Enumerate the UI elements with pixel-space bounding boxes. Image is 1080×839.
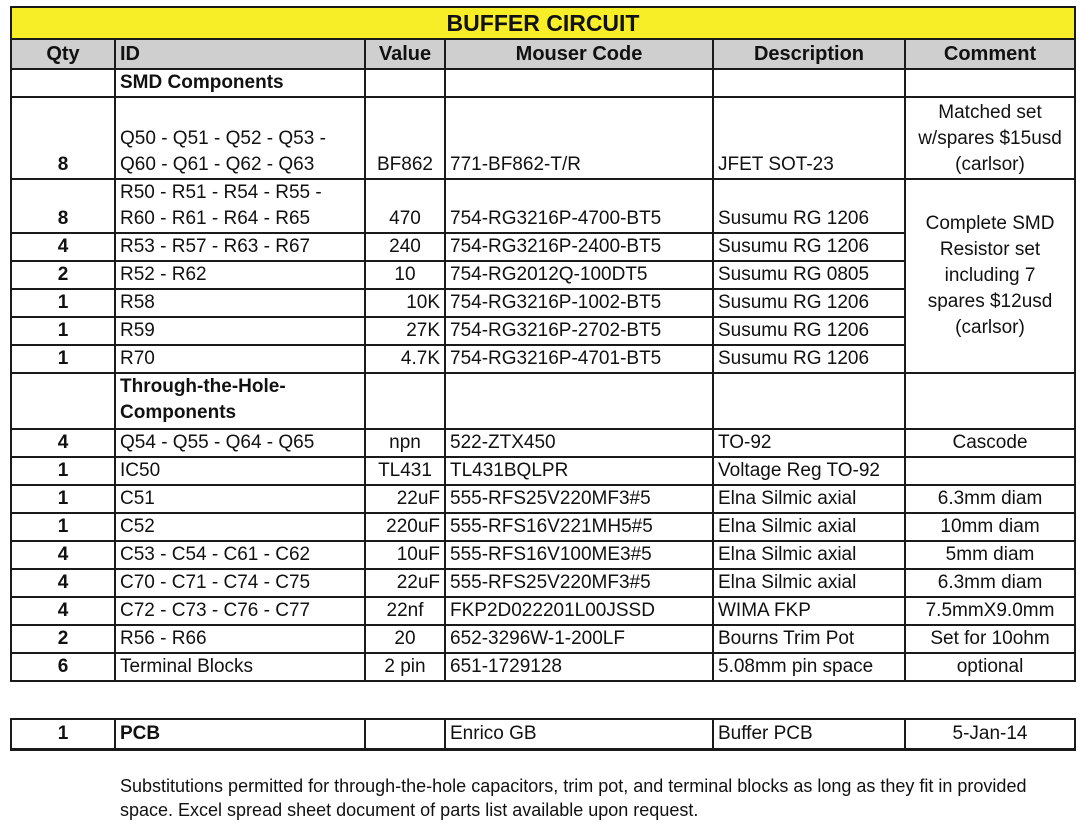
qty-cell: 4 <box>11 541 115 569</box>
description-cell: Voltage Reg TO-92 <box>713 457 905 485</box>
description-cell: Elna Silmic axial <box>713 485 905 513</box>
header-mouser: Mouser Code <box>445 39 713 69</box>
comment-cell: 10mm diam <box>905 513 1075 541</box>
mouser-cell: 754-RG3216P-2702-BT5 <box>445 317 713 345</box>
comment-cell: Cascode <box>905 429 1075 457</box>
section-row-smd <box>11 69 1075 97</box>
id-cell <box>115 179 365 233</box>
bom-table <box>10 6 1076 682</box>
id-cell: PCB <box>115 719 365 750</box>
value-cell: 22uF <box>365 569 445 597</box>
comment-line: spares $12usd <box>927 291 1053 312</box>
description-cell: Susumu RG 1206 <box>713 179 905 233</box>
section-line: Components <box>120 402 237 423</box>
qty-cell: 4 <box>11 429 115 457</box>
id-cell: R56 - R66 <box>115 625 365 653</box>
id-cell: C72 - C73 - C76 - C77 <box>115 597 365 625</box>
table-row <box>11 485 1075 513</box>
mouser-cell: 771-BF862-T/R <box>445 97 713 179</box>
description-cell: 5.08mm pin space <box>713 653 905 681</box>
section-line: Through-the-Hole- <box>120 376 286 397</box>
qty-cell: 1 <box>11 317 115 345</box>
id-cell: C52 <box>115 513 365 541</box>
mouser-cell: 754-RG3216P-4701-BT5 <box>445 345 713 373</box>
comment-cell: 6.3mm diam <box>905 485 1075 513</box>
description-cell: Bourns Trim Pot <box>713 625 905 653</box>
mouser-cell: TL431BQLPR <box>445 457 713 485</box>
comment-line: Matched set <box>938 102 1042 123</box>
qty-cell: 2 <box>11 261 115 289</box>
id-line: Q60 - Q61 - Q62 - Q63 <box>120 154 315 175</box>
value-cell: 10K <box>365 289 445 317</box>
qty-cell: 2 <box>11 625 115 653</box>
table-row <box>11 429 1075 457</box>
qty-cell: 8 <box>11 179 115 233</box>
id-cell: Q54 - Q55 - Q64 - Q65 <box>115 429 365 457</box>
table-row <box>11 457 1075 485</box>
comment-cell <box>905 97 1075 179</box>
comment-cell: 5mm diam <box>905 541 1075 569</box>
id-cell: R58 <box>115 289 365 317</box>
value-cell: TL431 <box>365 457 445 485</box>
comment-cell <box>905 457 1075 485</box>
header-row <box>11 39 1075 69</box>
table-title: BUFFER CIRCUIT <box>11 7 1075 39</box>
id-cell: IC50 <box>115 457 365 485</box>
table-row <box>11 179 1075 233</box>
description-cell: TO-92 <box>713 429 905 457</box>
resistor-comment-cell <box>905 179 1075 373</box>
description-cell: Susumu RG 0805 <box>713 261 905 289</box>
comment-cell: 6.3mm diam <box>905 569 1075 597</box>
qty-cell: 4 <box>11 569 115 597</box>
header-value: Value <box>365 39 445 69</box>
id-cell: R53 - R57 - R63 - R67 <box>115 233 365 261</box>
value-cell: 27K <box>365 317 445 345</box>
qty-cell: 1 <box>11 289 115 317</box>
mouser-cell: FKP2D022201L00JSSD <box>445 597 713 625</box>
value-cell: 10uF <box>365 541 445 569</box>
comment-line: (carlsor) <box>955 154 1025 175</box>
mouser-cell: 555-RFS16V221MH5#5 <box>445 513 713 541</box>
description-cell: Susumu RG 1206 <box>713 289 905 317</box>
id-cell: Terminal Blocks <box>115 653 365 681</box>
qty-cell: 1 <box>11 513 115 541</box>
id-cell: R52 - R62 <box>115 261 365 289</box>
comment-cell: 5-Jan-14 <box>905 719 1075 750</box>
comment-line: including 7 <box>944 265 1036 286</box>
mouser-cell: 555-RFS16V100ME3#5 <box>445 541 713 569</box>
description-cell: Elna Silmic axial <box>713 569 905 597</box>
table-row <box>11 597 1075 625</box>
mouser-cell: Enrico GB <box>445 719 713 750</box>
id-line: R50 - R51 - R54 - R55 - <box>120 182 322 203</box>
mouser-cell: 652-3296W-1-200LF <box>445 625 713 653</box>
section-label-smd: SMD Components <box>115 69 365 97</box>
value-cell: 22uF <box>365 485 445 513</box>
id-cell: C53 - C54 - C61 - C62 <box>115 541 365 569</box>
mouser-cell: 555-RFS25V220MF3#5 <box>445 485 713 513</box>
table-row <box>11 569 1075 597</box>
table-row <box>11 97 1075 179</box>
mouser-cell: 522-ZTX450 <box>445 429 713 457</box>
description-cell: Buffer PCB <box>713 719 905 750</box>
comment-line: Resistor set <box>939 239 1041 260</box>
comment-line: Complete SMD <box>925 213 1055 234</box>
description-cell: Elna Silmic axial <box>713 541 905 569</box>
substitution-note: Substitutions permitted for through-the-hole capacitors, trim pot, and terminal blocks as long as they fit in provided space. Excel spread sheet document of parts list available upon request. <box>120 776 1027 820</box>
comment-line: w/spares $15usd <box>918 128 1062 149</box>
value-cell: 20 <box>365 625 445 653</box>
id-cell <box>115 97 365 179</box>
mouser-cell: 754-RG3216P-2400-BT5 <box>445 233 713 261</box>
description-cell: WIMA FKP <box>713 597 905 625</box>
value-cell: 4.7K <box>365 345 445 373</box>
table-row <box>11 653 1075 681</box>
section-label-through-hole <box>115 373 365 429</box>
description-cell: JFET SOT-23 <box>713 97 905 179</box>
comment-cell: Set for 10ohm <box>905 625 1075 653</box>
header-comment: Comment <box>905 39 1075 69</box>
header-qty: Qty <box>11 39 115 69</box>
pcb-table <box>10 718 1076 751</box>
id-cell: C51 <box>115 485 365 513</box>
qty-cell: 8 <box>11 97 115 179</box>
qty-cell: 6 <box>11 653 115 681</box>
value-cell: BF862 <box>365 97 445 179</box>
id-line: R60 - R61 - R64 - R65 <box>120 208 311 229</box>
comment-cell: optional <box>905 653 1075 681</box>
description-cell: Susumu RG 1206 <box>713 233 905 261</box>
mouser-cell: 754-RG2012Q-100DT5 <box>445 261 713 289</box>
qty-cell: 4 <box>11 597 115 625</box>
id-cell: R59 <box>115 317 365 345</box>
description-cell: Elna Silmic axial <box>713 513 905 541</box>
comment-cell: 7.5mmX9.0mm <box>905 597 1075 625</box>
value-cell: 240 <box>365 233 445 261</box>
id-line: Q50 - Q51 - Q52 - Q53 - <box>120 128 326 149</box>
value-cell: 10 <box>365 261 445 289</box>
description-cell: Susumu RG 1206 <box>713 345 905 373</box>
mouser-cell: 754-RG3216P-1002-BT5 <box>445 289 713 317</box>
value-cell: 2 pin <box>365 653 445 681</box>
description-cell: Susumu RG 1206 <box>713 317 905 345</box>
table-row <box>11 513 1075 541</box>
qty-cell: 1 <box>11 345 115 373</box>
value-cell: 470 <box>365 179 445 233</box>
comment-line: (carlsor) <box>955 317 1025 338</box>
id-cell: C70 - C71 - C74 - C75 <box>115 569 365 597</box>
qty-cell: 1 <box>11 457 115 485</box>
mouser-cell: 754-RG3216P-4700-BT5 <box>445 179 713 233</box>
value-cell: npn <box>365 429 445 457</box>
value-cell: 220uF <box>365 513 445 541</box>
table-row <box>11 541 1075 569</box>
header-id: ID <box>115 39 365 69</box>
section-row-through-hole <box>11 373 1075 429</box>
header-description: Description <box>713 39 905 69</box>
mouser-cell: 651-1729128 <box>445 653 713 681</box>
title-row <box>11 7 1075 39</box>
table-row <box>11 625 1075 653</box>
pcb-row <box>11 719 1075 750</box>
value-cell: 22nf <box>365 597 445 625</box>
qty-cell: 4 <box>11 233 115 261</box>
qty-cell: 1 <box>11 719 115 750</box>
mouser-cell: 555-RFS25V220MF3#5 <box>445 569 713 597</box>
qty-cell: 1 <box>11 485 115 513</box>
id-cell: R70 <box>115 345 365 373</box>
value-cell <box>365 719 445 750</box>
